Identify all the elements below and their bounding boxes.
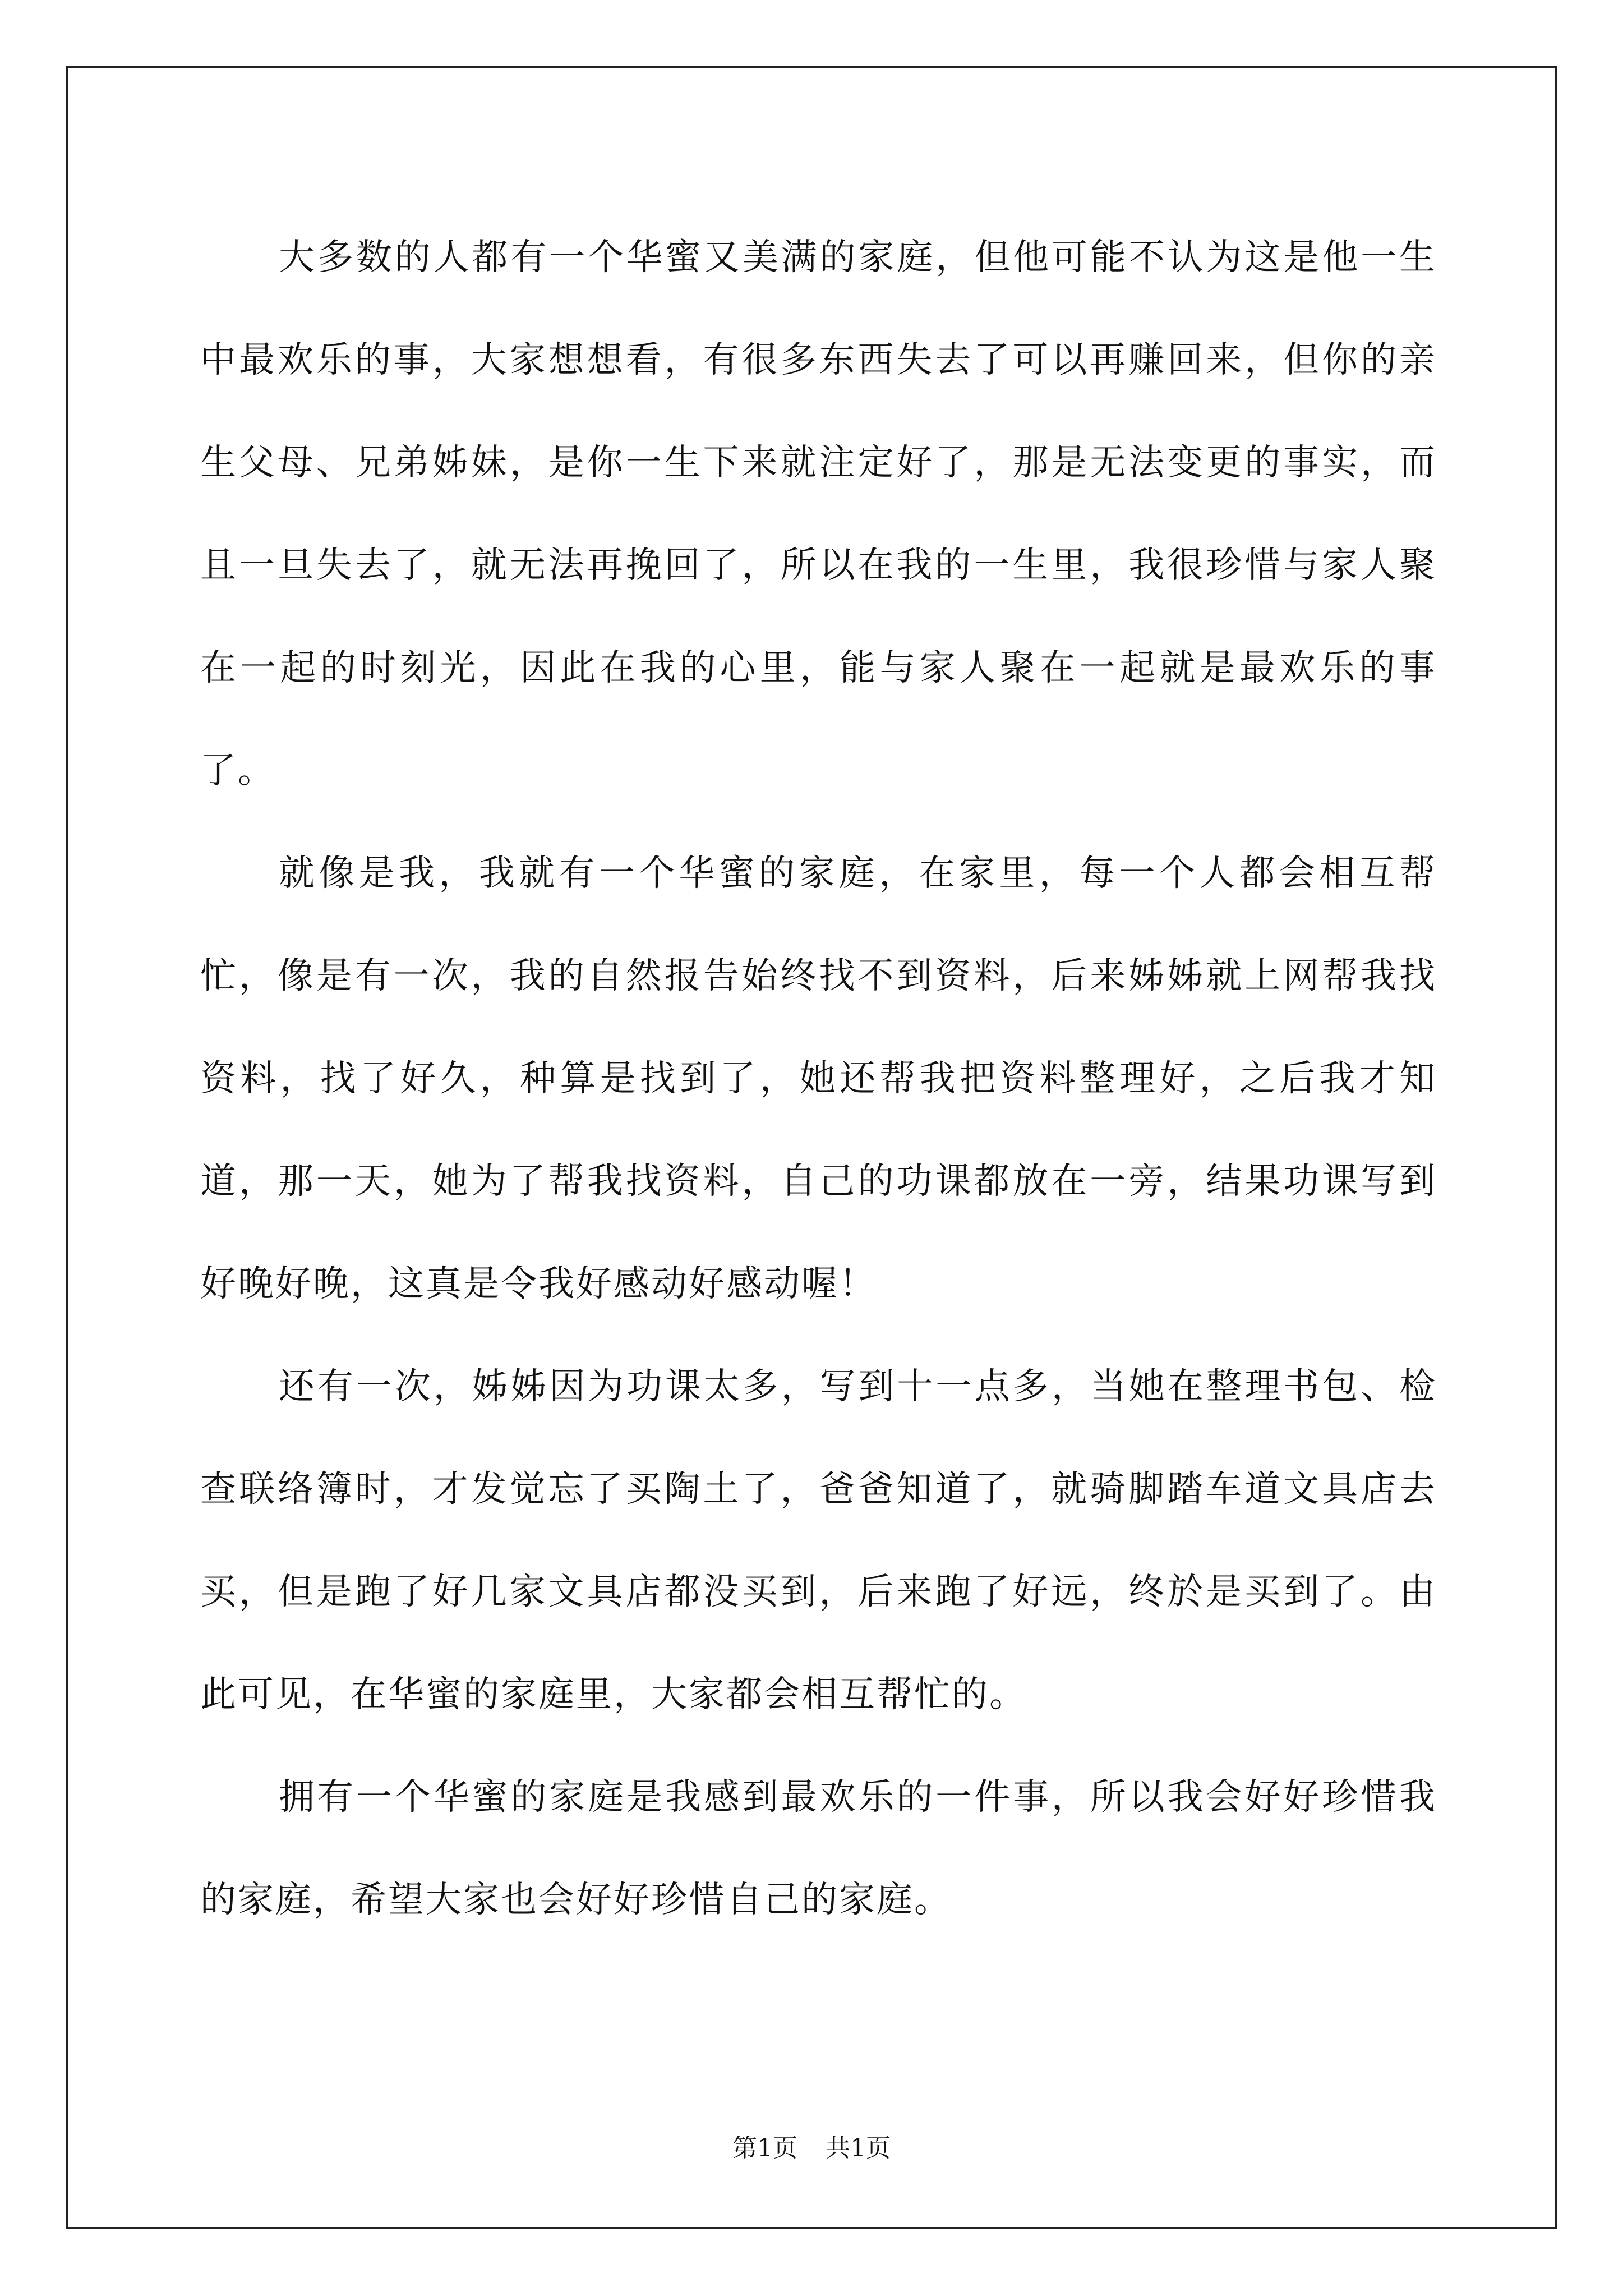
document-body	[200, 206, 1437, 1952]
paragraph-2: 就像是我，我就有一个华蜜的家庭，在家里，每一个人都会相互帮忙，像是有一次，我的自然报告始终找不到资料，后来姊姊就上网帮我找资料，找了好久，种算是找到了，她还帮我把资料整理好，之后我才知道，那一天，她为了帮我找资料，自己的功课都放在一旁，结果功课写到好晚好晚，这真是令我好感动好感动喔！	[200, 853, 1437, 1305]
paragraph-3: 还有一次，姊姊因为功课太多，写到十一点多，当她在整理书包、检查联络簿时，才发觉忘了买陶土了，爸爸知道了，就骑脚踏车道文具店去买，但是跑了好几家文具店都没买到，后来跑了好远，终於是买到了。由此可见，在华蜜的家庭里，大家都会相互帮忙的。	[200, 1366, 1437, 1715]
page-number-current: 第1页	[732, 2134, 797, 2162]
paragraph-4: 拥有一个华蜜的家庭是我感到最欢乐的一件事，所以我会好好珍惜我的家庭，希望大家也会好好珍惜自己的家庭。	[200, 1777, 1437, 1921]
page-footer	[0, 2132, 1623, 2165]
paragraph-1: 大多数的人都有一个华蜜又美满的家庭，但他可能不认为这是他一生中最欢乐的事，大家想想看，有很多东西失去了可以再赚回来，但你的亲生父母、兄弟姊妹，是你一生下来就注定好了，那是无法变更的事实，而且一旦失去了，就无法再挽回了，所以在我的一生里，我很珍惜与家人聚在一起的时刻光，因此在我的心里，能与家人聚在一起就是最欢乐的事了。	[200, 237, 1437, 792]
page-number-total: 共1页	[826, 2134, 891, 2162]
